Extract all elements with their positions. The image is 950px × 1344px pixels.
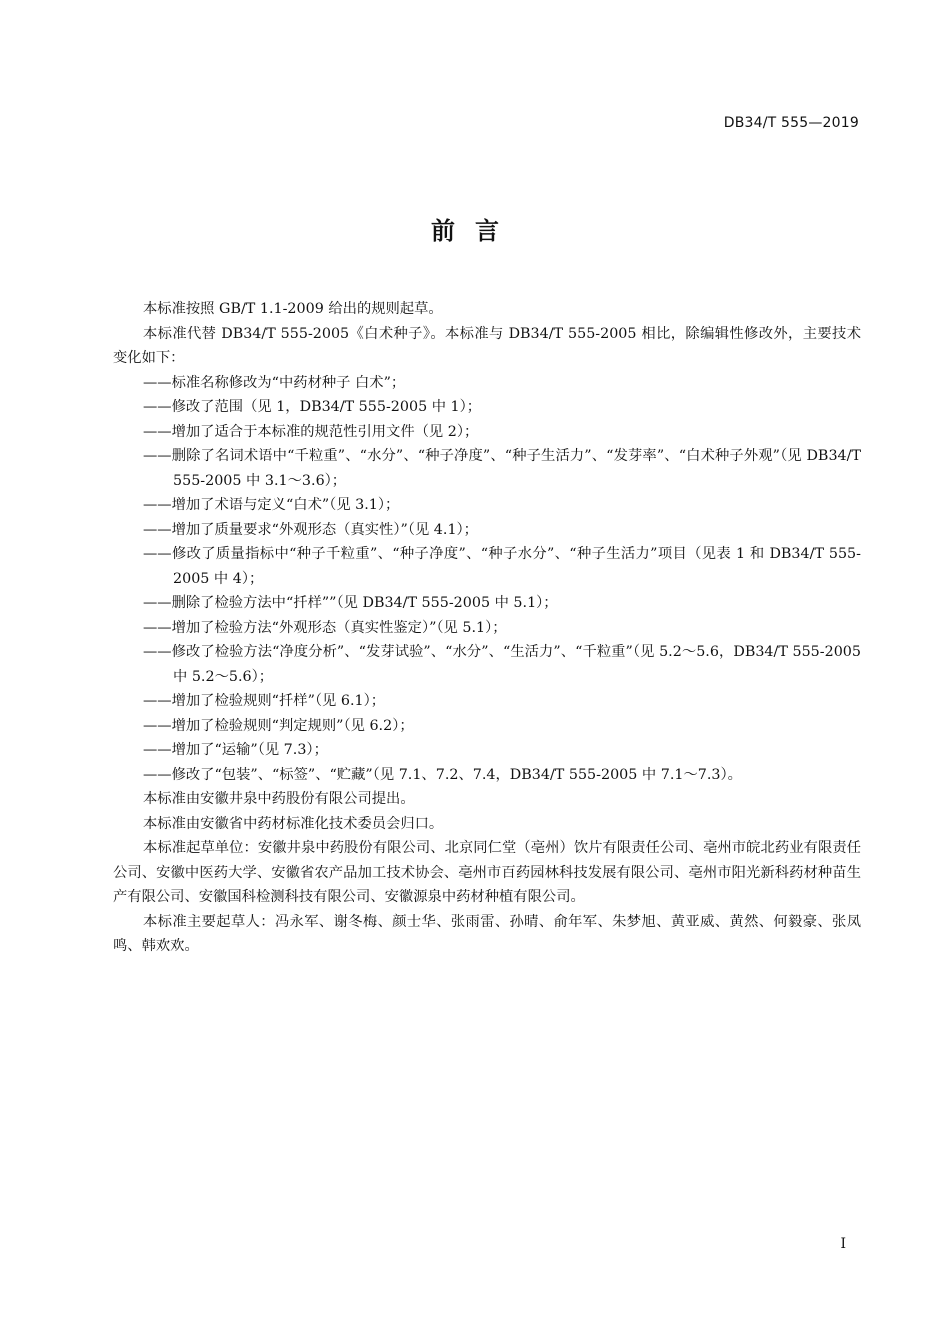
change-item: ——标准名称修改为“中药材种子 白术”； [143, 374, 406, 391]
change-item: ——修改了检验方法“净度分析”、“发芽试验”、“水分”、“生活力”、“千粒重”（见 5.2～5.6，DB34/T 555-2005 中 5.2～5.6）； [143, 644, 861, 685]
change-item: ——增加了质量要求“外观形态（真实性）”（见 4.1）； [143, 521, 478, 538]
paragraph-proposer: 本标准由安徽井泉中药股份有限公司提出。 [143, 791, 415, 807]
paragraph-replacement: 本标准代替 DB34/T 555-2005《白术种子》。本标准与 DB34/T 555-2005 相比，除编辑性修改外，主要技术变化如下： [113, 325, 861, 366]
change-item: ——增加了术语与定义“白术”（见 3.1）； [143, 497, 400, 513]
change-item: ——增加了适合于本标准的规范性引用文件（见 2）； [143, 423, 479, 440]
change-item: ——增加了检验规则“判定规则”（见 6.2）； [143, 717, 414, 734]
change-item: ——增加了检验方法“外观形态（真实性鉴定）”（见 5.1）； [143, 619, 507, 636]
change-item: ——修改了质量指标中“种子千粒重”、“种子净度”、“种子水分”、“种子生活力”项目（见表 1 和 DB34/T 555-2005 中 4）； [143, 546, 861, 587]
change-item: ——修改了范围（见 1，DB34/T 555-2005 中 1）； [143, 399, 482, 415]
preface-body [113, 297, 861, 959]
paragraph-drafters: 本标准主要起草人：冯永军、谢冬梅、颜士华、张雨雷、孙晴、俞年军、朱梦旭、黄亚威、黄然、何毅豪、张凤鸣、韩欢欢。 [113, 913, 861, 954]
page-number: I [840, 1236, 846, 1252]
change-item: ——删除了名词术语中“千粒重”、“水分”、“种子净度”、“种子生活力”、“发芽率”、“白术种子外观”（见 DB34/T 555-2005 中 3.1～3.6）； [143, 448, 861, 489]
paragraph-drafting-rules: 本标准按照 GB/T 1.1-2009 给出的规则起草。 [143, 301, 443, 317]
change-item: ——增加了检验规则“扦样”（见 6.1）； [143, 693, 386, 709]
paragraph-committee: 本标准由安徽省中药材标准化技术委员会归口。 [143, 815, 444, 832]
document-code: DB34/T 555—2019 [723, 115, 859, 131]
change-item: ——增加了“运输”（见 7.3）； [143, 742, 328, 758]
paragraph-drafting-units: 本标准起草单位：安徽井泉中药股份有限公司、北京同仁堂（亳州）饮片有限责任公司、亳州市皖北药业有限责任公司、安徽中医药大学、安徽省农产品加工技术协会、亳州市百药园林科技发展有限公司、亳州市阳光新科药材种苗生产有限公司、安徽国科检测科技有限公司、安徽源泉中药材种植有限公司。 [113, 840, 861, 905]
page-title: 前言 [431, 217, 519, 245]
change-item: ——修改了“包装”、“标签”、“贮藏”（见 7.1、7.2、7.4，DB34/T 555-2005 中 7.1～7.3）。 [143, 766, 742, 783]
change-item: ——删除了检验方法中“扦样””（见 DB34/T 555-2005 中 5.1）； [143, 595, 558, 611]
